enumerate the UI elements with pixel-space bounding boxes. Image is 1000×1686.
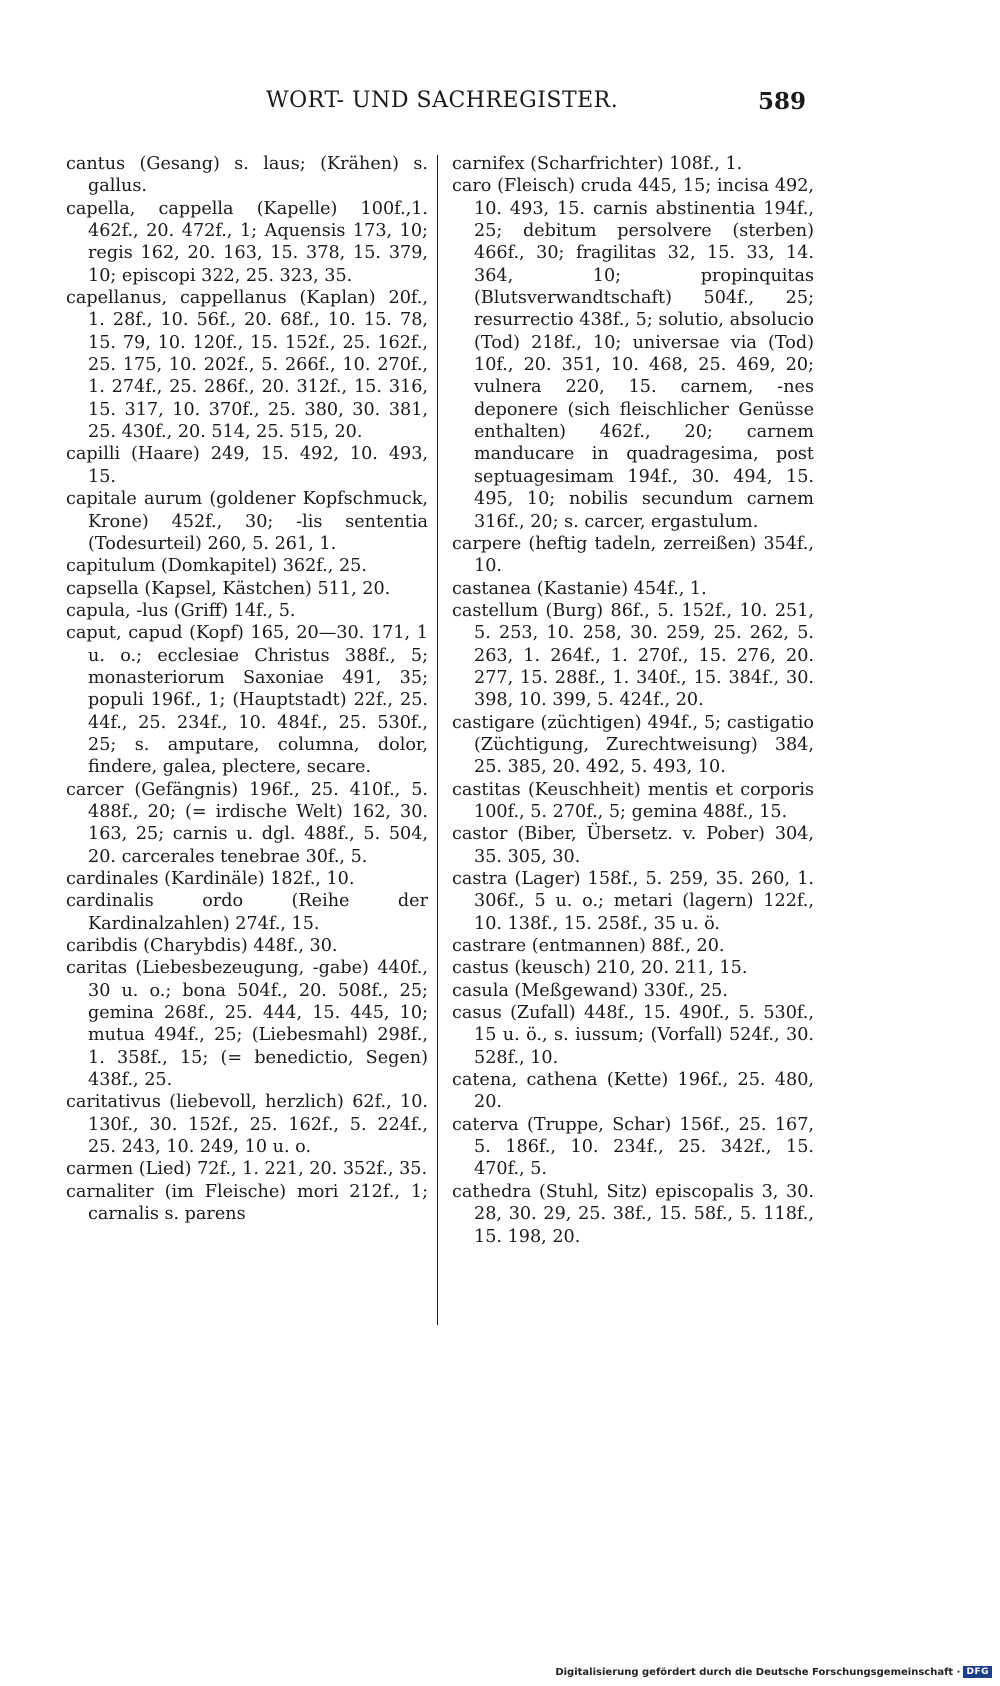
footer-text: Digitalisierung gefördert durch die Deutsche Forschungsgemeinschaft · [555, 1666, 961, 1678]
register-entry: cathedra (Stuhl, Sitz) episcopalis 3, 30. 28, 30. 29, 25. 38f., 15. 58f., 5. 118f., 15. 198, 20. [452, 1181, 814, 1247]
register-entry: castitas (Keuschheit) mentis et corporis 100f., 5. 270f., 5; gemina 488f., 15. [452, 779, 814, 822]
register-entry: cardinalis ordo (Reihe der Kardinalzahlen) 274f., 15. [66, 891, 428, 934]
column-divider [437, 155, 438, 1325]
register-entry: castra (Lager) 158f., 5. 259, 35. 260, 1. 306f., 5 u. o.; metari (lagern) 122f., 10. 138f., 15. 258f., 35 u. ö. [452, 869, 814, 934]
register-entry: castus (keusch) 210, 20. 211, 15. [452, 958, 748, 979]
register-entry: capitale aurum (goldener Kopfschmuck, Krone) 452f., 30; -lis sententia (Todesurteil) 260, 5. 261, 1. [66, 489, 428, 554]
register-entry: caro (Fleisch) cruda 445, 15; incisa 492, 10. 493, 15. carnis abstinentia 194f., 25; debitum persolvere (sterben) 466f., 30; fragilitas 32, 15. 33, 14. 364, 10; propinquitas (Blutsverwandtschaft) 504f., 25; resurrectio 438f., 5; solutio, absolucio (Tod) 218f., 10; universae via (Tod) 10f., 20. 351, 10. 468, 25. 469, 20; vulnera 220, 15. carnem, -nes deponere (sich fleischlicher Genüsse enthalten) 462f., 20; carnem manducare in quadragesima, post septuagesimam 194f., 30. 494, 15. 495, 10; nobilis secundum carnem 316f., 20; s. carcer, ergastulum. [452, 176, 814, 532]
register-entry: cantus (Gesang) s. laus; (Krähen) s. gallus. [66, 154, 428, 197]
register-entry: carnifex (Scharfrichter) 108f., 1. [452, 154, 743, 174]
register-entry: capula, -lus (Griff) 14f., 5. [66, 600, 296, 621]
page-number: 589 [757, 88, 806, 115]
register-entry: capilli (Haare) 249, 15. 492, 10. 493, 15. [66, 444, 428, 487]
register-entry: castellum (Burg) 86f., 5. 152f., 10. 251, 5. 253, 10. 258, 30. 259, 25. 262, 5. 263, 1. 264f., 1. 270f., 15. 276, 20. 277, 15. 288f., 1. 340f., 15. 384f., 30. 398, 10. 399, 5. 424f., 20. [452, 600, 814, 711]
register-entry: castor (Biber, Übersetz. v. Pober) 304, 35. 305, 30. [452, 824, 814, 867]
register-entry: carmen (Lied) 72f., 1. 221, 20. 352f., 35. [66, 1159, 428, 1180]
register-entry: casus (Zufall) 448f., 15. 490f., 5. 530f., 15 u. ö., s. iussum; (Vorfall) 524f., 30. 528f., 10. [452, 1003, 814, 1068]
register-entry: caterva (Truppe, Schar) 156f., 25. 167, 5. 186f., 10. 234f., 25. 342f., 15. 470f., 5. [452, 1114, 814, 1180]
register-entry: capellanus, cappellanus (Kaplan) 20f., 1. 28f., 10. 56f., 20. 68f., 10. 15. 78, 15. 79, 10. 120f., 15. 152f., 25. 162f., 25. 175, 10. 202f., 5. 266f., 10. 270f., 1. 274f., 25. 286f., 20. 312f., 15. 316, 15. 317, 10. 370f., 25. 380, 30. 381, 25. 430f., 20. 514, 25. 515, 20. [66, 288, 428, 443]
register-entry: casula (Meßgewand) 330f., 25. [452, 980, 728, 1001]
register-entry: catena, cathena (Kette) 196f., 25. 480, 20. [452, 1070, 814, 1113]
register-entry: capsella (Kapsel, Kästchen) 511, 20. [66, 578, 391, 599]
register-entry: caribdis (Charybdis) 448f., 30. [66, 936, 338, 957]
register-entry: castanea (Kastanie) 454f., 1. [452, 578, 707, 599]
register-entry: capitulum (Domkapitel) 362f., 25. [66, 556, 367, 577]
register-entry: carpere (heftig tadeln, zerreißen) 354f., 10. [452, 533, 814, 577]
right-column [452, 153, 814, 1248]
register-entry: castrare (entmannen) 88f., 20. [452, 936, 725, 957]
left-column [66, 153, 428, 1226]
running-title: WORT- UND SACHREGISTER. [266, 88, 619, 113]
dfg-logo: DFG [963, 1666, 992, 1678]
digitization-footer [555, 1666, 992, 1678]
register-entry: cardinales (Kardinäle) 182f., 10. [66, 869, 355, 889]
register-entry: caput, capud (Kopf) 165, 20—30. 171, 1 u. o.; ecclesiae Christus 388f., 5; monasteriorum Saxoniae 491, 35; populi 196f., 1; (Hauptstadt) 22f., 25. 44f., 25. 234f., 10. 484f., 25. 530f., 25; s. amputare, columna, dolor, findere, galea, plectere, secare. [66, 623, 428, 778]
register-entry: carcer (Gefängnis) 196f., 25. 410f., 5. 488f., 20; (= irdische Welt) 162, 30. 163, 25; carnis u. dgl. 488f., 5. 504, 20. carcerales tenebrae 30f., 5. [66, 779, 428, 867]
register-entry: caritativus (liebevoll, herzlich) 62f., 10. 130f., 30. 152f., 25. 162f., 5. 224f., 25. 243, 10. 249, 10 u. o. [66, 1092, 428, 1158]
register-entry: carnaliter (im Fleische) mori 212f., 1; carnalis s. parens [66, 1181, 428, 1225]
register-entry: castigare (züchtigen) 494f., 5; castigatio (Züchtigung, Zurechtweisung) 384, 25. 385, 20. 492, 5. 493, 10. [452, 712, 814, 778]
register-entry: caritas (Liebesbezeugung, -gabe) 440f., 30 u. o.; bona 504f., 20. 508f., 25; gemina 268f., 25. 444, 15. 445, 10; mutua 494f., 25; (Liebesmahl) 298f., 1. 358f., 15; (= benedictio, Segen) 438f., 25. [66, 958, 428, 1091]
page-header [66, 88, 806, 128]
register-entry: capella, cappella (Kapelle) 100f.,1. 462f., 20. 472f., 1; Aquensis 173, 10; regis 162, 20. 163, 15. 378, 15. 379, 10; episcopi 322, 25. 323, 35. [66, 198, 428, 286]
